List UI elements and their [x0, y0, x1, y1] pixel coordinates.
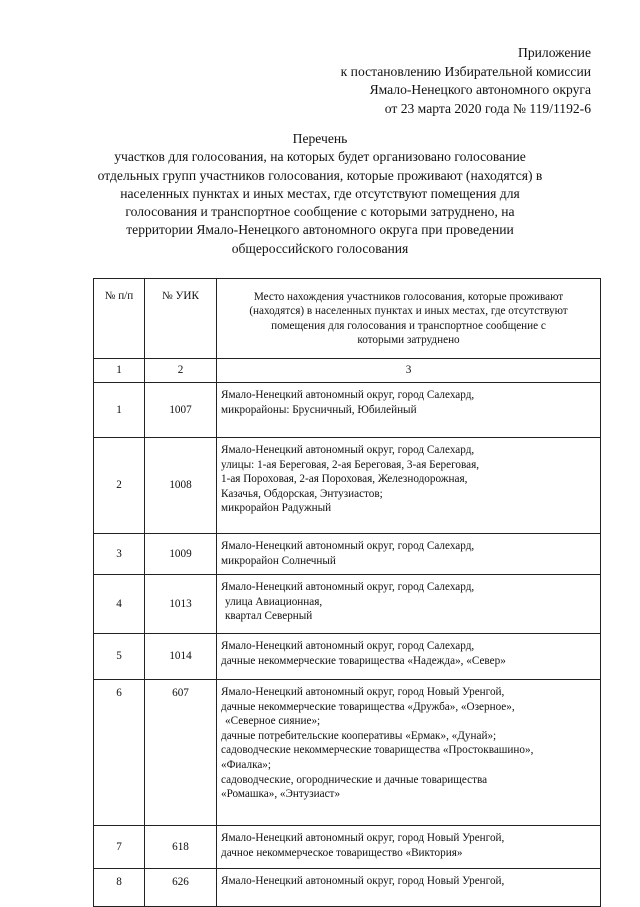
location-line: Ямало-Ненецкий автономный округ, город Новый Уренгой, — [221, 832, 505, 844]
table-row — [94, 869, 601, 907]
appendix-block — [171, 44, 591, 118]
row-location — [217, 869, 601, 907]
header-desc-line: помещения для голосования и транспортное сообщение с — [271, 319, 546, 332]
heading-line: населенных пунктах и иных местах, где отсутствуют помещения для — [120, 185, 520, 201]
header-num: № п/п — [94, 279, 145, 359]
column-number: 1 — [94, 359, 145, 383]
row-location — [217, 634, 601, 680]
row-number: 5 — [94, 634, 145, 680]
location-line: дачные некоммерческие товарищества «Дружба», «Озерное», — [221, 700, 515, 713]
row-uik: 1013 — [145, 575, 217, 634]
header-description — [217, 279, 601, 359]
location-line: дачные некоммерческие товарищества «Надежда», «Север» — [221, 654, 506, 667]
location-line: Ямало-Ненецкий автономный округ, город Новый Уренгой, — [221, 686, 505, 698]
table-row — [94, 438, 601, 534]
location-line: Ямало-Ненецкий автономный округ, город Салехард, — [221, 581, 475, 593]
row-number: 8 — [94, 869, 145, 907]
appendix-line: Ямало-Ненецкого автономного округа — [369, 82, 591, 98]
location-line: квартал Северный — [225, 610, 313, 623]
location-line: микрорайон Радужный — [221, 502, 332, 515]
location-line: Казачья, Обдорская, Энтузиастов; — [221, 487, 383, 500]
location-line: 1-ая Пороховая, 2-ая Пороховая, Железнодорожная, — [221, 473, 468, 486]
row-number: 1 — [94, 383, 145, 438]
row-location — [217, 383, 601, 438]
location-line: микрорайоны: Брусничный, Юбилейный — [221, 403, 417, 416]
location-line: Ямало-Ненецкий автономный округ, город Новый Уренгой, — [221, 875, 505, 887]
row-uik: 607 — [145, 680, 217, 826]
header-uik: № УИК — [145, 279, 217, 359]
row-location — [217, 575, 601, 634]
row-location — [217, 680, 601, 826]
column-number: 2 — [145, 359, 217, 383]
heading-line: общероссийского голосования — [231, 240, 409, 256]
location-line: «Ромашка», «Энтузиаст» — [221, 788, 341, 801]
table-header-row — [94, 279, 601, 359]
document-heading — [80, 130, 560, 258]
row-number: 6 — [94, 680, 145, 826]
polling-stations-table — [93, 278, 601, 907]
location-line: «Северное сияние»; — [225, 715, 321, 728]
row-location — [217, 534, 601, 575]
location-line: Ямало-Ненецкий автономный округ, город Салехард, — [221, 540, 475, 552]
heading-line: отдельных групп участников голосования, которые проживают (находятся) в — [97, 167, 543, 183]
table-row — [94, 575, 601, 634]
header-desc-line: (находятся) в населенных пунктах и иных местах, где отсутствуют — [249, 305, 568, 318]
column-number: 3 — [217, 359, 601, 383]
row-uik: 626 — [145, 869, 217, 907]
header-desc-line: Место нахождения участников голосования, которые проживают — [253, 290, 564, 303]
location-line: дачные потребительские кооперативы «Ермак», «Дунай»; — [221, 729, 497, 742]
row-number: 3 — [94, 534, 145, 575]
row-number: 4 — [94, 575, 145, 634]
location-line: садоводческие некоммерческие товарищества «Простоквашино», — [221, 744, 534, 757]
row-number: 2 — [94, 438, 145, 534]
location-line: микрорайон Солнечный — [221, 554, 336, 567]
location-line: улицы: 1-ая Береговая, 2-ая Береговая, 3-ая Береговая, — [221, 458, 480, 471]
appendix-line: Приложение — [518, 45, 591, 60]
location-line: Ямало-Ненецкий автономный округ, город Салехард, — [221, 389, 475, 401]
heading-line: участков для голосования, на которых будет организовано голосование — [114, 149, 526, 165]
document-title: Перечень — [292, 131, 348, 146]
row-number: 7 — [94, 826, 145, 869]
heading-line: голосования и транспортное сообщение с которыми затруднено, на — [125, 204, 515, 220]
appendix-line: к постановлению Избирательной комиссии — [340, 63, 591, 79]
row-uik: 618 — [145, 826, 217, 869]
appendix-line: от 23 марта 2020 года № 119/1192-6 — [384, 100, 591, 116]
table-row — [94, 826, 601, 869]
column-number-row — [94, 359, 601, 383]
table-row — [94, 680, 601, 826]
table-row — [94, 634, 601, 680]
heading-line: территории Ямало-Ненецкого автономного округа при проведении — [126, 222, 514, 238]
location-line: Ямало-Ненецкий автономный округ, город Салехард, — [221, 444, 475, 456]
row-uik: 1014 — [145, 634, 217, 680]
row-location — [217, 826, 601, 869]
row-uik: 1007 — [145, 383, 217, 438]
location-line: дачное некоммерческое товарищество «Виктория» — [221, 846, 463, 859]
location-line: садоводческие, огороднические и дачные товарищества — [221, 773, 488, 786]
location-line: улица Авиационная, — [225, 595, 323, 608]
row-uik: 1009 — [145, 534, 217, 575]
location-line: Ямало-Ненецкий автономный округ, город Салехард, — [221, 640, 475, 652]
row-location — [217, 438, 601, 534]
table-row — [94, 534, 601, 575]
header-desc-line: которыми затруднено — [357, 333, 460, 346]
location-line: «Фиалка»; — [221, 758, 271, 771]
row-uik: 1008 — [145, 438, 217, 534]
table-row — [94, 383, 601, 438]
